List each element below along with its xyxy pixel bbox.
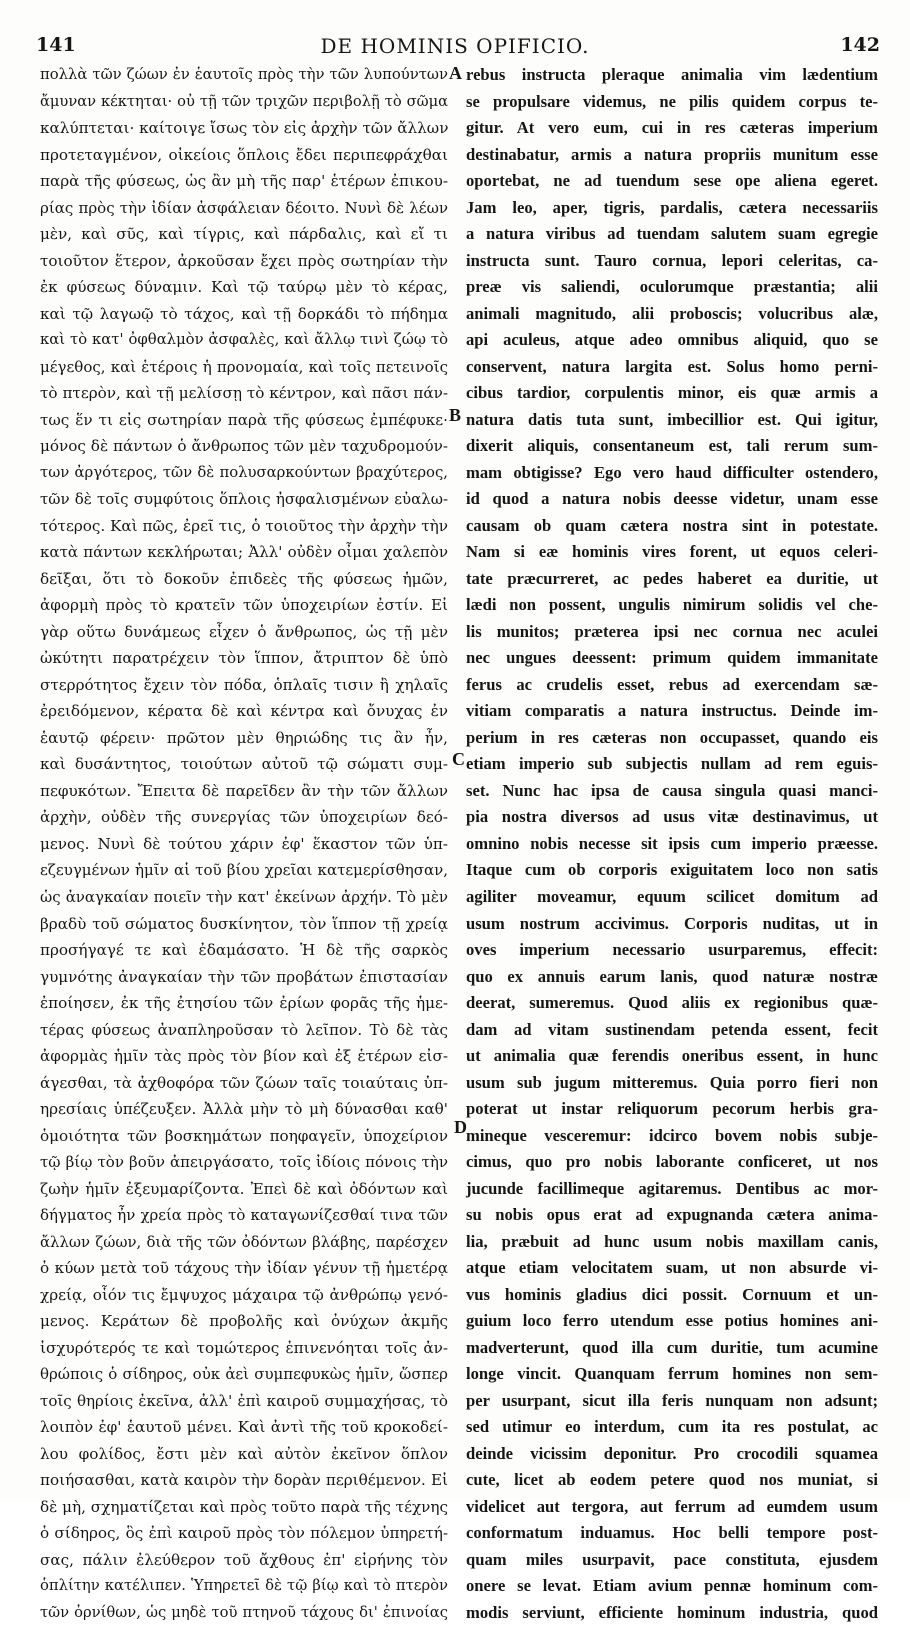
greek-text-line: ὁ κύων μετὰ τοῦ τάχους τὴν ἰδίαν γένυν τῇ ἡμετέρᾳ — [40, 1259, 448, 1278]
latin-text-line: conservent, natura largita est. Solus homo perni- — [466, 356, 878, 376]
latin-text-line: lædi non possent, ungulis nimirum solidis vel che- — [466, 595, 878, 615]
greek-text-line: ἀρχὴν, οὐδὲν τῆς συνεργίας τῶν ὑποχειρίων δεό- — [40, 808, 448, 827]
latin-text-line: vus hominis gladius dici possit. Cornuum et un- — [466, 1284, 878, 1304]
latin-text-line: agiliter moveamur, equum scilicet domitum ad — [466, 886, 878, 906]
greek-text-line: δὲ μὴ, σχηματίζεται καὶ πρὸς τοῦτο παρὰ τῆς τέχνης — [40, 1497, 448, 1516]
latin-text-line: set. Nunc hac ipsa de causa singula quasi manci- — [466, 780, 878, 800]
greek-text-line: δεῖξαι, ὅτι τὸ δοκοῦν ἐπιδεὲς τῆς φύσεως ἡμῶν, — [40, 569, 448, 588]
greek-text-line: ἐποίησεν, ἐκ τῆς ἐτησίου τῶν ἐρίων φορᾶς τῆς ἡμε- — [40, 994, 448, 1013]
latin-text-line: usum nostrum accivimus. Corporis nuditas, ut in — [466, 913, 878, 933]
latin-text-line: per usurpant, sicut illa feris nunquam non adsunt; — [466, 1390, 878, 1410]
greek-text-line: προτεταγμένον, οἰκείοις ὅπλοις ἔδει περιπεφράχθαι — [40, 145, 448, 164]
greek-text-line: τως ἕν τι εἰς σωτηρίαν παρὰ τῆς φύσεως ἐμπέφυκε· — [40, 410, 448, 429]
latin-text-line: modis serviunt, efficiente hominum industria, quod — [466, 1602, 878, 1622]
latin-text-line: pia nostra diversos ad usus vitæ destinavimus, ut — [466, 807, 878, 827]
margin-letter-c: C — [452, 749, 465, 769]
greek-text-line: ρίας πρὸς τὴν ἰδίαν ἀσφάλειαν δέοιτο. Νυνὶ δὲ λέων — [40, 198, 448, 217]
margin-letter-d: D — [454, 1117, 467, 1137]
latin-text-line: perium in res cæteras non occupasset, quando eis — [466, 727, 878, 747]
latin-text-line: nec ungues deessent: primum quidem immanitate — [466, 648, 878, 668]
latin-text-line: deinde vicissim deponitur. Pro crocodili squamea — [466, 1443, 878, 1463]
latin-text-line: jucunde facillimeque agitaremus. Dentibus ac mor- — [466, 1178, 878, 1198]
latin-text-column — [466, 62, 878, 1626]
latin-text-line: causam ob quam cætera nostra sint in potestate. — [466, 515, 878, 535]
latin-text-line: su nobis opus erat ad expugnanda cætera anima- — [466, 1205, 878, 1225]
latin-text-line: videlicet aut tergora, aut ferrum ad eumdem usum — [466, 1496, 878, 1516]
greek-text-line: μέγεθος, καὶ ἑτέροις ἡ προνομαία, καὶ τοῖς πετεινοῖς — [40, 357, 448, 376]
latin-text-line: quo ex annuis earum lanis, quod naturæ nostræ — [466, 966, 878, 986]
page-number-right: 142 — [840, 34, 880, 56]
latin-text-line: guium loco ferro utendum esse potius homines ani- — [466, 1311, 878, 1331]
latin-text-line: usum sub jugum mitteremus. Quia porro fieri non — [466, 1072, 878, 1092]
greek-text-line: ηρεσίαις ὑπέζευξεν. Ἀλλὰ μὴν τὸ μὴ δύνασθαι καθ' — [40, 1100, 448, 1119]
latin-text-line: lis munitos; præterea ipsi nec cornua nec aculei — [466, 621, 878, 641]
running-title: DE HOMINIS OPIFICIO. — [320, 34, 590, 58]
greek-text-line: τὸ πτερὸν, καὶ τῇ μελίσσῃ τὸ κέντρον, καὶ πᾶσι πάν- — [40, 384, 448, 403]
latin-text-line: atque etiam velocitatem suam, ut non absurde vi- — [466, 1258, 878, 1278]
greek-text-line: πεφυκότων. Ἔπειτα δὲ παρεῖδεν ἂν τὴν τῶν ἄλλων — [40, 781, 448, 800]
greek-text-line: μενος. Νυνὶ δὲ τούτου χάριν ἐφ' ἕκαστον τῶν ὑπ- — [40, 834, 448, 853]
latin-text-line: tate præcurreret, ac pedes haberet ea duritie, ut — [466, 568, 878, 588]
greek-text-line: θρώποις ὁ σίδηρος, οὐκ ἀεὶ συμπεφυκὼς ἡμῖν, ὥσπερ — [40, 1365, 448, 1384]
latin-text-line: ut animalia quæ ferendis oneribus essent, in hunc — [466, 1046, 878, 1066]
margin-letter-b: B — [449, 405, 462, 425]
greek-text-line: λοιπὸν ἐφ' ἑαυτοῦ μένει. Καὶ ἀντὶ τῆς τοῦ κροκοδεί- — [40, 1418, 448, 1437]
greek-text-line: τέρας φύσεως ἀναπληροῦσαν τὸ λεῖπον. Τὸ δὲ τὰς — [40, 1020, 448, 1039]
greek-text-line: χρείᾳ, οἷόν τις ἔμψυχος μάχαιρα τῷ ἀνθρώπῳ γενό- — [40, 1285, 448, 1304]
greek-text-line: ἐρειδόμενον, κέρατα δὲ καὶ κέντρα καὶ ὄνυχας ἐν — [40, 702, 448, 721]
greek-text-line: γυμνότης ἀναγκαίαν τὴν τῶν προβάτων ἐπιστασίαν — [40, 967, 448, 986]
greek-text-line: καὶ δυσάντητος, τοιούτων αὐτοῦ τῷ σώματι συμ- — [40, 755, 448, 774]
greek-text-line: μενος. Κεράτων δὲ προβολῆς καὶ ὀνύχων ἀκμῆς — [40, 1312, 448, 1331]
latin-text-line: Nam si eæ hominis vires forent, ut equos celeri- — [466, 542, 878, 562]
greek-text-line: προσήγαγέ τε καὶ ἐδαμάσατο. Ἡ δὲ τῆς σαρκὸς — [40, 941, 448, 960]
latin-text-line: preæ vis saliendi, oculorumque præstantia; alii — [466, 277, 878, 297]
greek-text-line: εζευγμένων ἡμῖν αἱ τοῦ βίου χρεῖαι κατεμερίσθησαν, — [40, 861, 448, 880]
greek-text-line: καλύπτεται· καίτοιγε ἴσως τὸν εἰς ἀρχὴν τῶν ἄλλων — [40, 119, 449, 138]
greek-text-line: ποιήσασθαι, κατὰ καιρὸν τὴν δορὰν περιθέμενον. Εἰ — [40, 1471, 448, 1490]
latin-text-line: deerat, sumeremus. Quod aliis ex regionibus quæ- — [466, 993, 878, 1013]
latin-text-line: cibus tardior, corpulentis minor, eis quæ armis a — [466, 383, 878, 403]
latin-text-line: instructa sunt. Tauro cornua, lepori celeritas, ca- — [466, 250, 878, 270]
latin-text-line: oportebat, ne ad tuendum sese ope aliena egeret. — [466, 171, 878, 191]
latin-text-line: Itaque cum ob corporis exiguitatem loco non satis — [466, 860, 878, 880]
greek-text-line: δήγματος ἦν χρεία πρὸς τὸ καταγωνίζεσθαί τινα τῶν — [40, 1206, 448, 1225]
greek-text-line: πολλὰ τῶν ζώων ἐν ἑαυτοῖς πρὸς τὴν τῶν λυπούντων — [40, 66, 448, 83]
latin-text-line: natura datis tuta sunt, imbecillior est. Qui igitur, — [466, 409, 878, 429]
latin-text-line: mineque vesceremur: idcirco bovem nobis subje- — [466, 1125, 878, 1145]
greek-text-line: καὶ τὸ κατ' ὀφθαλμὸν ἀσφαλὲς, καὶ ἄλλῳ τινὶ ζώῳ τὸ — [40, 331, 448, 349]
greek-text-line: ὁμοιότητα τῶν βοσκημάτων ποηφαγεῖν, ὑποχείριον — [40, 1126, 448, 1145]
latin-text-line: vitiam comparatis a natura instructus. Deinde im- — [466, 701, 878, 721]
latin-text-line: gitur. At vero eum, cui in res cæteras imperium — [466, 118, 878, 138]
latin-text-line: dam ad vitam sustinendam petenda essent, fecit — [466, 1019, 878, 1039]
latin-text-line: cimus, quo pro nobis laborante conficeret, ut nos — [466, 1152, 878, 1172]
greek-text-line: κατὰ πάντων κεκλήρωται; Ἀλλ' οὐδὲν οἶμαι χαλεπὸν — [40, 543, 448, 562]
latin-text-line: cute, licet ab eodem petere quod nos muniat, si — [466, 1470, 878, 1490]
greek-text-line: ἑαυτῷ φέρειν· πρῶτον μὲν θηριώδης τις ἂν ἦν, — [40, 728, 448, 747]
greek-text-line: σας, πάλιν ἐλεύθερον τοῦ ἄχθους ἐπ' εἰρήνης τὸν — [40, 1550, 448, 1569]
latin-text-line: oves imperium necessario usurparemus, effecit: — [466, 940, 878, 960]
greek-text-line: ἀφορμὴ πρὸς τὸ κρατεῖν τῶν ὑποχειρίων ἐστίν. Εἰ — [40, 596, 448, 615]
greek-text-line: ἀφορμὰς ἡμῖν τὰς πρὸς τὸν βίον καὶ ἐξ ἑτέρων εἰσ- — [40, 1047, 448, 1066]
latin-text-line: api aculeus, atque adeo omnibus aliquid, quo se — [466, 330, 878, 350]
greek-text-line: μὲν, καὶ σῦς, καὶ τίγρις, καὶ πάρδαλις, καὶ εἴ τι — [40, 225, 448, 244]
greek-text-line: ὡς ἀναγκαίαν ποιεῖν τὴν κατ' ἐκείνων ἀρχήν. Τὸ μὲν — [40, 887, 448, 906]
greek-text-line: καὶ τῷ λαγωῷ τὸ τάχος, καὶ τῇ δορκάδι τὸ πήδημα — [40, 304, 448, 323]
latin-text-line: longe vincit. Quanquam ferrum homines non sem- — [466, 1364, 878, 1384]
greek-text-line: τοῖς θηρίοις ἐκεῖνα, ἀλλ' ἐπὶ καιροῦ συμμαχήσας, τὸ — [40, 1391, 448, 1410]
greek-text-line: γὰρ οὕτω δυνάμεως εἶχεν ὁ ἄνθρωπος, ὡς τῇ μὲν — [40, 622, 448, 641]
greek-text-line: ὠκύτητι παρατρέχειν τὸν ἵππον, ἄτριπτον δὲ ὑπὸ — [40, 649, 448, 668]
greek-text-line: τῶν ὀρνίθων, ὡς μηδὲ τοῦ πτηνοῦ τάχους δι' ἐπινοίας — [40, 1603, 448, 1621]
greek-text-line: ἰσχυρότερός τε καὶ τομώτερος ἐπινενόηται τοῖς ἀν- — [40, 1338, 448, 1357]
greek-text-line: τῷ βίῳ τὸν βοῦν ἀπειργάσατο, τοῖς ἰδίοις πόνοις τὴν — [40, 1153, 448, 1172]
latin-text-line: mam obtigisse? Ego vero haud difficulter ostendero, — [466, 462, 878, 482]
latin-text-line: quam miles usurpavit, pace constituta, ejusdem — [466, 1549, 878, 1569]
greek-text-line: λου φολίδος, ἔστι μὲν καὶ αὐτὸν ἐκεῖνον ὅπλον — [40, 1444, 448, 1463]
greek-text-line: ζωὴν ἡμῖν ἐξευμαρίζοντα. Ἐπεὶ δὲ καὶ ὀδόντων καὶ — [40, 1179, 448, 1198]
greek-text-line: ἄμυναν κέκτηται· οὐ τῇ τῶν τριχῶν περιβολῇ τὸ σῶμα — [40, 92, 448, 110]
greek-text-line: τῶν δὲ τοῖς συμφύτοις ὅπλοις ἠσφαλισμένων εὐαλω- — [40, 490, 448, 509]
latin-text-line: ferus ac crudelis esset, rebus ad exercendam sæ- — [466, 674, 878, 694]
greek-text-line: τοιοῦτον ἕτερον, ἀρκοῦσαν ἔχει πρὸς σωτηρίαν τὴν — [40, 251, 448, 270]
greek-text-line: μόνος δὲ πάντων ὁ ἄνθρωπος τῶν μὲν ταχυδρομούν- — [40, 437, 448, 456]
latin-text-line: conformatum induamus. Hoc belli tempore post- — [466, 1523, 878, 1543]
latin-text-line: onere se levat. Etiam avium pennæ hominum com- — [466, 1576, 878, 1596]
latin-text-line: animali magnitudo, alii proboscis; volucribus alæ, — [466, 303, 878, 323]
greek-text-line: ὁπλίτην κατέλιπεν. Ὑπηρετεῖ δὲ τῷ βίῳ καὶ τὸ πτερὸν — [40, 1577, 448, 1595]
greek-text-column — [40, 62, 448, 1626]
greek-text-line: τότερος. Καὶ πῶς, ἐρεῖ τις, ὁ τοιοῦτος τὴν ἀρχὴν τὴν — [40, 516, 448, 535]
greek-text-line: ἐκ φύσεως δύναμιν. Καὶ τῷ ταύρῳ μὲν τὸ κέρας, — [40, 278, 448, 297]
latin-text-line: omnino nobis necesse sit ipsis cum imperio præesse. — [466, 833, 878, 853]
latin-text-line: a natura viribus ad tuendam salutem suam egregie — [466, 224, 878, 244]
latin-text-line: rebus instructa pleraque animalia vim lædentium — [466, 65, 878, 84]
greek-text-line: άγεσθαι, τὰ ἀχθοφόρα τῶν ζώων ταῖς τοιαύταις ὑπ- — [40, 1073, 448, 1092]
latin-text-line: madverterunt, quod illa cum duritie, tum acumine — [466, 1337, 878, 1357]
latin-text-line: Jam leo, aper, tigris, pardalis, cætera necessariis — [466, 197, 878, 217]
latin-text-line: destinabatur, armis a natura propriis munitum esse — [466, 144, 878, 164]
greek-text-line: βραδὺ τοῦ σώματος δυσκίνητον, τὸν ἵππον τῇ χρείᾳ — [40, 914, 448, 933]
greek-text-line: παρὰ τῆς φύσεως, ὡς ἂν μὴ τῆς παρ' ἑτέρων ἐπικου- — [40, 172, 448, 191]
greek-text-line: των ἀργότερος, τῶν δὲ πολυσαρκούντων βραχύτερος, — [40, 463, 448, 481]
latin-text-line: etiam imperio sub subjectis nullam ad rem eguis- — [466, 754, 878, 774]
greek-text-line: ἄλλων ζώων, διὰ τῆς τῶν ὀδόντων βλάβης, παρέσχεν — [40, 1232, 448, 1251]
latin-text-line: lia, præbuit ad hunc usum nobis maxillam canis, — [466, 1231, 878, 1251]
latin-text-line: poterat ut instar reliquorum pecorum herbis gra- — [466, 1099, 878, 1119]
margin-letter-a: A — [449, 63, 462, 83]
greek-text-line: ὁ σίδηρος, ὃς ἐπὶ καιροῦ πρὸς τὸν πόλεμον ὑπηρετή- — [40, 1524, 448, 1543]
greek-text-line: στερρότητος ἔχειν τὸν πόδα, ὁπλαῖς τισιν ἢ χηλαῖς — [40, 675, 448, 694]
latin-text-line: sed utimur eo interdum, cum ita res postulat, ac — [466, 1417, 878, 1437]
latin-text-line: id quod a natura nobis deesse videtur, unam esse — [466, 489, 878, 509]
page-number-left: 141 — [36, 34, 76, 56]
latin-text-line: se propulsare videmus, ne pilis quidem corpus te- — [466, 91, 878, 111]
latin-text-line: dixerit aliquis, consentaneum est, tali rerum sum- — [466, 436, 878, 456]
